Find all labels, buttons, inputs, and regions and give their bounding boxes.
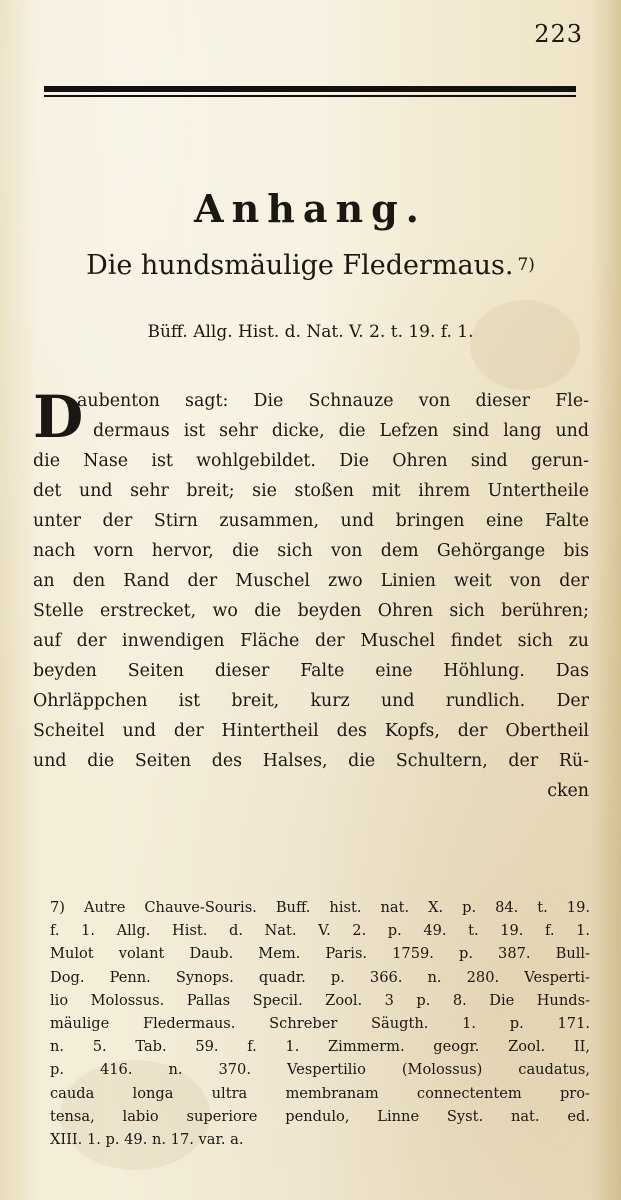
footnote-line: Dog. Penn. Synops. quadr. p. 366. n. 280. Vesperti- [50, 968, 590, 986]
paper-stain [470, 300, 580, 390]
article-title-text: Die hundsmäulige Fledermaus. [86, 250, 514, 281]
body-line: unter der Stirn zusammen, und bringen eine Falte [33, 511, 589, 531]
footnote-mark: 7) [517, 255, 535, 275]
footnote-line: XIII. 1. p. 49. n. 17. var. a. [50, 1130, 244, 1148]
body-text [33, 383, 589, 806]
body-line: nach vorn hervor, die sich von dem Gehörgange bis [33, 541, 589, 561]
drop-cap: D [33, 383, 84, 451]
footnote-line: p. 416. n. 370. Vespertilio (Molossus) caudatus, [50, 1061, 590, 1079]
body-line: die Nase ist wohlgebildet. Die Ohren sind gerun- [33, 451, 589, 471]
header-rule-thin [44, 95, 576, 97]
footnote-line: cauda longa ultra membranam connectentem pro- [50, 1084, 590, 1102]
section-heading: Anhang. [194, 186, 427, 231]
footnote [50, 896, 590, 1151]
footnote-line: Mulot volant Daub. Mem. Paris. 1759. p. 387. Bull- [50, 945, 590, 963]
footnote-line: mäulige Fledermaus. Schreber Säugth. 1. p. 171. [50, 1014, 590, 1032]
header-rule-thick [44, 86, 576, 92]
body-line: beyden Seiten dieser Falte eine Höhlung. Das [33, 661, 589, 681]
body-line: Stelle erstrecket, wo die beyden Ohren sich berühren; [33, 601, 589, 621]
footnote-line: n. 5. Tab. 59. f. 1. Zimmerm. geogr. Zool. II, [50, 1038, 590, 1056]
body-line: det und sehr breit; sie stoßen mit ihrem Untertheile [33, 481, 589, 501]
article-title [0, 250, 621, 281]
body-line: dermaus ist sehr dicke, die Lefzen sind lang und [93, 421, 589, 441]
body-line: aubenton sagt: Die Schnauze von dieser Fle- [77, 391, 589, 411]
footnote-line: tensa, labio superiore pendulo, Linne Syst. nat. ed. [50, 1107, 590, 1125]
bibliographic-reference: Büff. Allg. Hist. d. Nat. V. 2. t. 19. f. 1. [147, 322, 474, 342]
page-number: 223 [534, 20, 583, 48]
body-line: und die Seiten des Halses, die Schultern, der Rü- [33, 751, 589, 771]
footnote-line: 7) Autre Chauve-Souris. Buff. hist. nat. X. p. 84. t. 19. [50, 899, 590, 916]
body-line: an den Rand der Muschel zwo Linien weit von der [33, 571, 589, 591]
body-line: cken [547, 781, 589, 801]
body-line: auf der inwendigen Fläche der Muschel findet sich zu [33, 631, 589, 651]
footnote-line: lio Molossus. Pallas Specil. Zool. 3 p. 8. Die Hunds- [50, 991, 590, 1009]
footnote-line: f. 1. Allg. Hist. d. Nat. V. 2. p. 49. t. 19. f. 1. [50, 922, 590, 940]
body-line: Ohrläppchen ist breit, kurz und rundlich. Der [33, 691, 589, 711]
body-line: Scheitel und der Hintertheil des Kopfs, der Obertheil [33, 721, 589, 741]
